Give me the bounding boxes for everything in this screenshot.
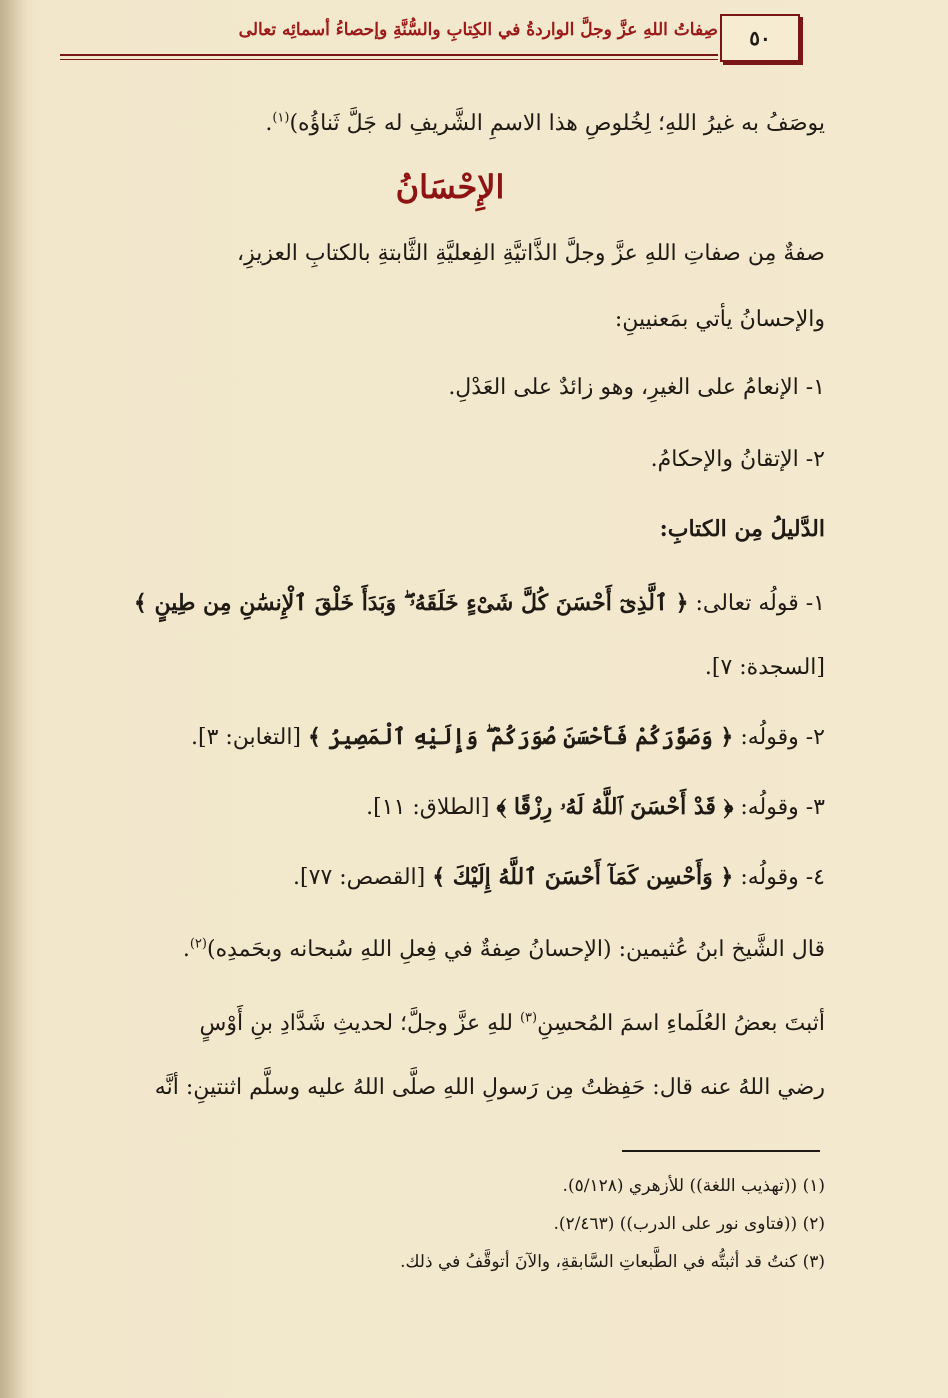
paragraph-line: صفةٌ مِن صفاتِ اللهِ عزَّ وجلَّ الذَّاتيَّةِ الفِعليَّةِ الثَّابتةِ بالكتابِ العزيزِ، [236,241,825,266]
ayah-reference: [القصص: ٧٧]. [293,865,426,890]
ayah-reference: [التغابن: ٣]. [190,725,302,750]
header-rule [60,54,718,56]
quran-text: ﴿ وَصَوَّرَكُمْ فَأَحْسَنَ صُوَرَكُمْ ۖ وَإِلَيْهِ ٱلْمَصِيرُ ﴾ [308,724,734,750]
footnote-separator [622,1150,820,1152]
quran-text: ﴿ قَدْ أَحْسَنَ ٱللَّهُ لَهُۥ رِزْقًا ﴾ [496,794,734,820]
ayah-prefix: ١- قولُه تعالى: [695,591,825,616]
spine-shadow [0,0,26,1398]
page-number: ٥٠ [720,14,800,62]
quote-text: قال الشَّيخ ابنُ عُثيمين: (الإحسانُ صِفةٌ في فِعلِ اللهِ سُبحانه وبحَمدِه) [206,937,825,962]
ayah-reference: [الطلاق: ١١]. [366,795,490,820]
quran-text: ﴿ وَأَحْسِن كَمَآ أَحْسَنَ ٱللَّهُ إِلَيْكَ ﴾ [432,864,734,890]
proof-heading: الدَّليلُ مِن الكتابِ: [659,516,825,542]
footnote: (١) ((تهذيب اللغة)) للأزهري (٥/١٢٨). [562,1176,825,1196]
list-item: ١- الإنعامُ على الغيرِ، وهو زائدٌ على العَدْلِ. [448,375,825,400]
footnote-ref: (١) [272,110,290,126]
running-header [60,14,860,76]
footnote: (٣) كنتُ قد أثبتُّه في الطَّبعاتِ السَّابقةِ، والآنَ أتوقَّفُ في ذلك. [400,1252,825,1272]
footnote-ref: (٣) [519,1010,538,1026]
ayah-line [90,864,825,892]
paragraph-line: رضي اللهُ عنه قال: حَفِظتُ مِن رَسولِ اللهِ صلَّى اللهُ عليه وسلَّم اثنتينِ: أنَّه [154,1075,825,1100]
ayah-line [90,590,825,618]
paragraph-line: والإحسانُ يأتي بمَعنيينِ: [614,307,825,332]
header-title: صِفاتُ اللهِ عزَّ وجلَّ الواردةُ في الكِتابِ والسُّنَّةِ وإحصاءُ أسمائِه تعالى [238,20,718,40]
ayah-prefix: ٢- وقولُه: [740,725,825,750]
ayah-prefix: ٤- وقولُه: [740,865,825,890]
header-rule-thin [60,59,718,60]
ayah-reference: [السجدة: ٧]. [704,655,825,680]
ayah-prefix: ٣- وقولُه: [740,795,825,820]
quran-text: ﴿ ٱلَّذِىٓ أَحْسَنَ كُلَّ شَىْءٍ خَلَقَهُۥ ۖ وَبَدَأَ خَلْقَ ٱلْإِنسَٰنِ مِن طِينٍ ﴾ [133,590,689,616]
section-heading: الإِحْسَانُ [395,168,505,206]
ayah-line [90,794,825,822]
quote-line: قال الشَّيخ ابنُ عُثيمين: (الإحسانُ صِفةٌ في فِعلِ اللهِ سُبحانه وبحَمدِه)$^{(٢)}$. [182,936,825,962]
body-line: يوصَفُ به غيرُ اللهِ؛ لِخُلوصِ هذا الاسمِ الشَّريفِ له جَلَّ ثَناؤُه)$^{(١)}$. [265,110,825,136]
list-item: ٢- الإتقانُ والإحكامُ. [650,447,825,472]
paragraph-line [90,1010,825,1038]
footnote-ref: (٢) [189,936,207,952]
line-text: للهِ عزَّ وجلَّ؛ لحديثِ شَدَّادِ بنِ أَوْسٍ [199,1011,513,1036]
line-text: يوصَفُ به غيرُ اللهِ؛ لِخُلوصِ هذا الاسمِ الشَّريفِ له جَلَّ ثَناؤُه) [289,111,825,136]
footnote: (٢) ((فتاوى نور على الدرب)) (٢/٤٦٣). [553,1214,825,1234]
ayah-line [90,724,825,752]
line-text: أثبتَ بعضُ العُلَماءِ اسمَ المُحسِنِ [537,1011,825,1036]
